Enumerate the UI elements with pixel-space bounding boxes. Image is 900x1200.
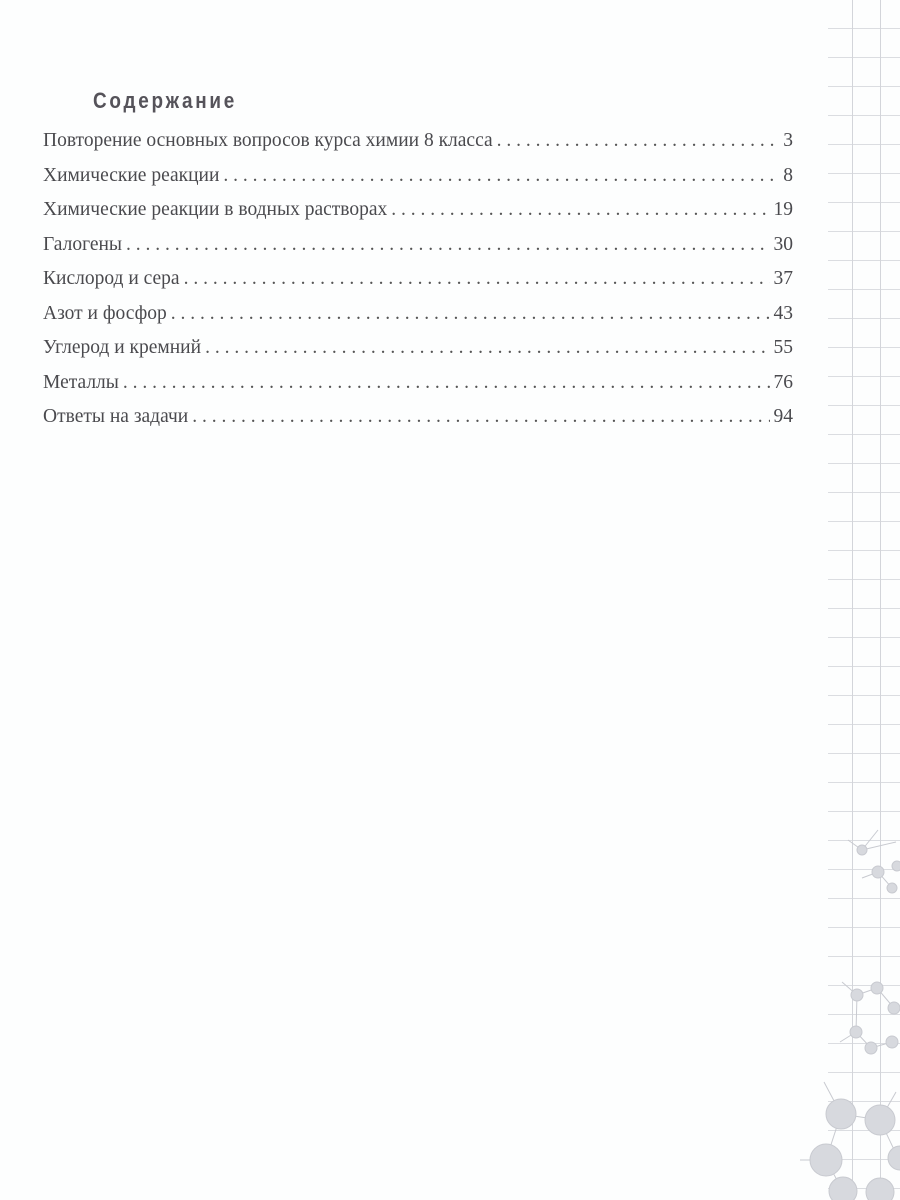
toc-entry-title: Углерод и кремний (43, 337, 202, 358)
dot-leader (171, 303, 770, 325)
toc-entry-title: Металлы (43, 371, 119, 393)
toc-entry (43, 303, 793, 338)
toc-entry-page: 30 (773, 233, 793, 255)
toc-entry-page: 76 (773, 371, 793, 393)
dot-leader (192, 406, 769, 428)
dot-leader (223, 165, 779, 187)
toc-entry-page: 37 (773, 268, 793, 289)
toc-entry-title: Азот и фосфор (43, 302, 167, 324)
toc-entry-title: Химические реакции (43, 164, 220, 186)
toc-entry-page: 3 (783, 130, 793, 151)
dot-leader (126, 234, 769, 256)
toc-entry-page: 94 (773, 406, 793, 427)
dot-leader (184, 268, 770, 290)
toc-entry-title: Повторение основных вопросов курса химии 8 класса (43, 130, 493, 151)
toc-entry-title: Галогены (43, 233, 123, 255)
dot-leader (205, 337, 769, 359)
toc-entry (43, 234, 793, 269)
molecule-decoration-icon (800, 820, 900, 1200)
toc-entry (43, 268, 793, 303)
toc-entry-page: 55 (773, 337, 793, 358)
toc-entry (43, 165, 793, 200)
toc-entry (43, 199, 793, 234)
dot-leader (391, 199, 769, 221)
dot-leader (497, 130, 780, 152)
toc-entry (43, 130, 793, 165)
toc-entry (43, 406, 793, 441)
toc-entry-title: Химические реакции в водных растворах (43, 199, 388, 220)
toc-entry-title: Кислород и сера (43, 268, 180, 289)
toc-entry-title: Ответы на задачи (43, 406, 189, 427)
toc-entry (43, 372, 793, 407)
dot-leader (123, 372, 770, 394)
table-of-contents (43, 130, 793, 441)
page-title: Содержание (93, 88, 238, 113)
toc-entry-page: 43 (773, 302, 793, 324)
toc-entry (43, 337, 793, 372)
toc-entry-page: 8 (783, 164, 793, 186)
toc-entry-page: 19 (773, 199, 793, 220)
